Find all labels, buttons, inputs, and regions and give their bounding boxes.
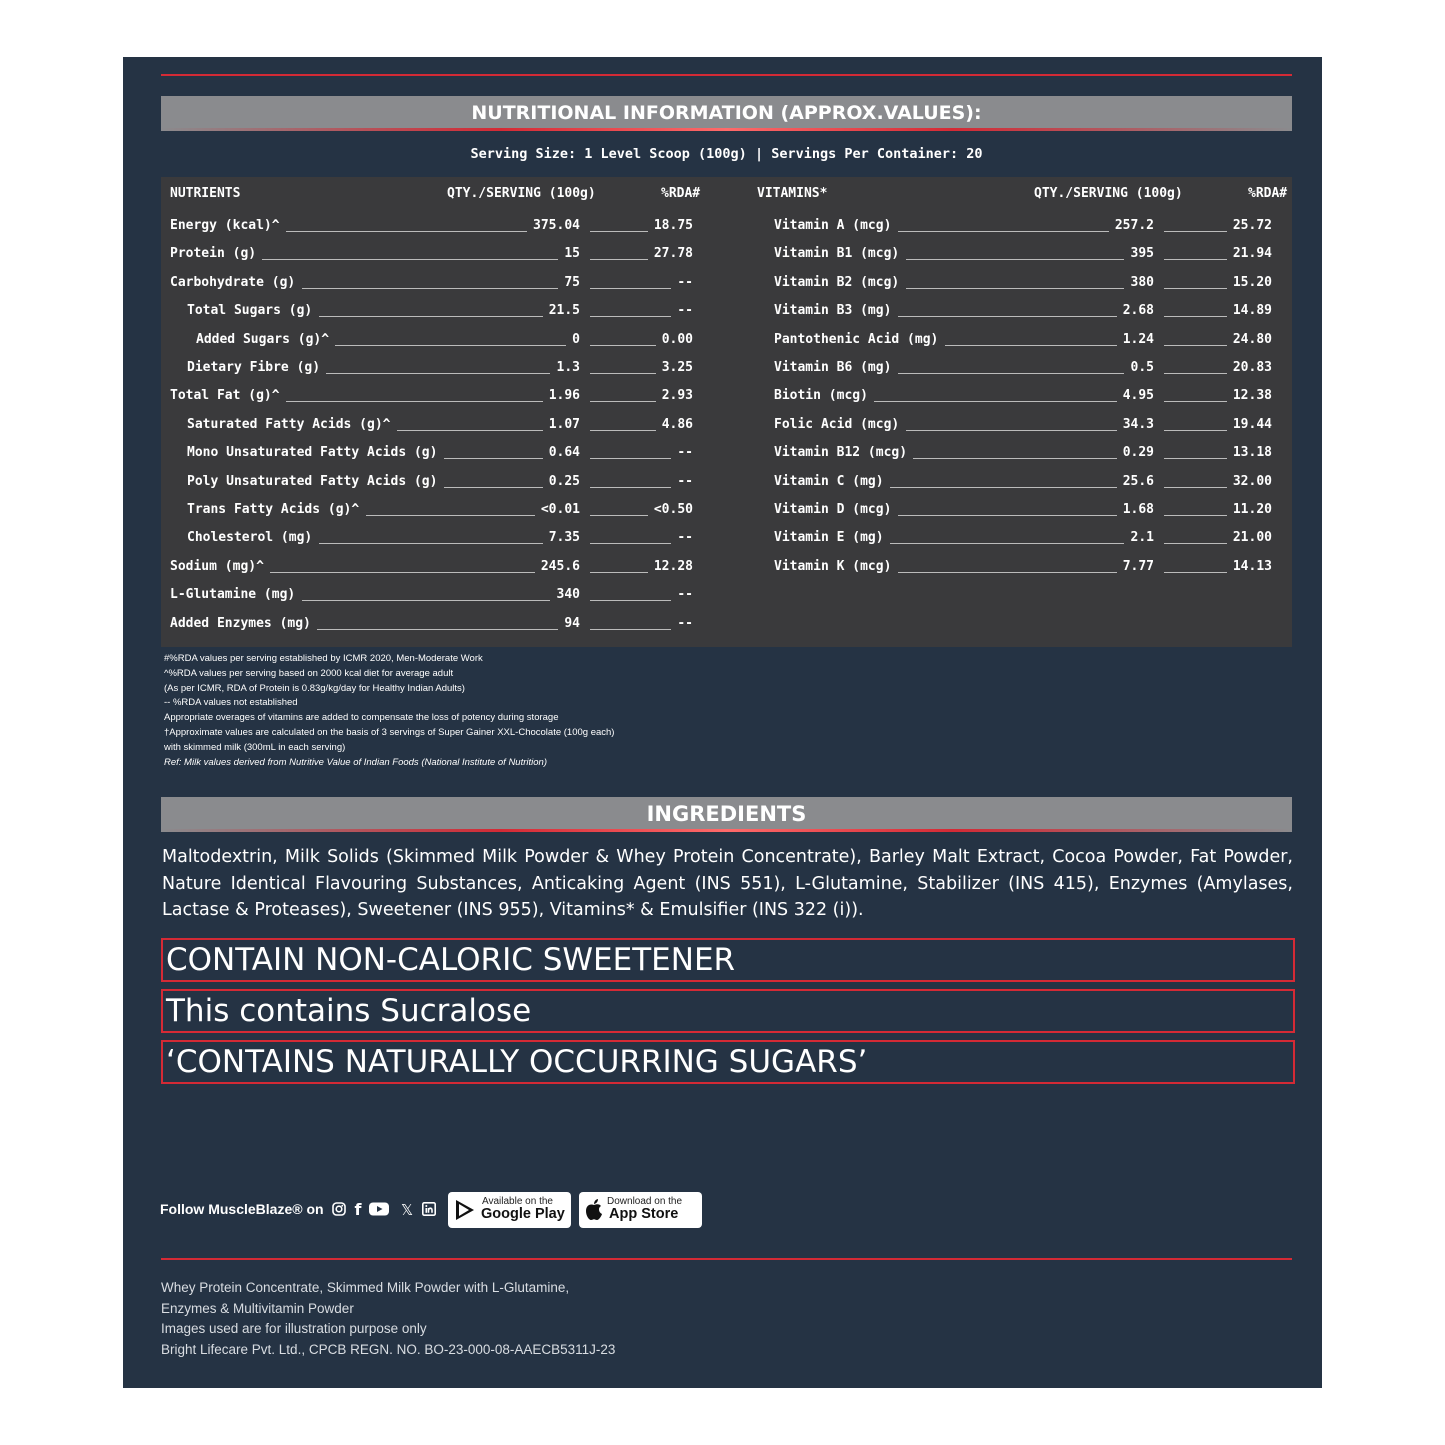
- nutrient-row-rda: --: [677, 274, 693, 290]
- footnote-reference: Ref: Milk values derived from Nutritive Value of Indian Foods (National Institute of Nutrition): [164, 756, 547, 768]
- vitamin-row-rda: 21.00: [1232, 530, 1272, 546]
- nutrient-row-qty: 0.64: [548, 445, 580, 461]
- footer: [161, 1278, 615, 1360]
- leader-line: [1164, 345, 1227, 346]
- nutrient-row-rda: 2.93: [661, 388, 693, 404]
- vitamin-row-qty: 4.95: [1122, 388, 1154, 404]
- apple-icon: [584, 1198, 604, 1222]
- footnote: -- %RDA values not established: [164, 697, 298, 709]
- warning-sucralose: This contains Sucralose: [161, 989, 1295, 1033]
- ingredients-title-bar: [161, 797, 1292, 832]
- google-play-small: Available on the: [482, 1196, 553, 1207]
- vitamin-row-qty: 0.29: [1122, 445, 1154, 461]
- instagram-icon[interactable]: [331, 1202, 347, 1218]
- nutrient-row-rda: 0.00: [661, 331, 693, 347]
- youtube-icon[interactable]: [368, 1202, 390, 1218]
- nutrient-row-name: Poly Unsaturated Fatty Acids (g): [187, 473, 438, 489]
- vitamin-row-rda: 21.94: [1232, 246, 1272, 262]
- leader-line: [590, 487, 671, 488]
- leader-line: [262, 259, 558, 260]
- x-icon[interactable]: 𝕏: [400, 1201, 414, 1219]
- nutrient-row-rda: --: [677, 615, 693, 631]
- footer-line: Images used are for illustration purpose only: [161, 1321, 427, 1336]
- vitamin-row-qty: 34.3: [1122, 416, 1154, 432]
- leader-line: [286, 401, 543, 402]
- vitamin-row-rda: 19.44: [1232, 416, 1272, 432]
- leader-line: [397, 430, 543, 431]
- nutrient-row-rda: <0.50: [653, 502, 693, 517]
- vitamin-row-name: Vitamin D (mcg): [774, 502, 892, 517]
- leader-line: [1164, 458, 1227, 459]
- leader-line: [1164, 487, 1227, 488]
- nutrient-row-qty: 340: [556, 587, 580, 603]
- leader-line: [1164, 430, 1227, 431]
- google-play-badge[interactable]: [448, 1192, 571, 1228]
- vitamin-row: [774, 415, 1279, 435]
- nutrient-row-rda: 4.86: [661, 416, 693, 432]
- nutrient-row: [187, 472, 700, 492]
- vitamin-row: [774, 528, 1279, 548]
- leader-line: [590, 288, 671, 289]
- nutrient-row: [170, 244, 700, 264]
- nutrient-row-qty: 21.5: [548, 303, 580, 319]
- top-red-line: [161, 74, 1292, 76]
- leader-line: [319, 543, 543, 544]
- leader-line: [366, 515, 535, 516]
- vitamin-row-name: Pantothenic Acid (mg): [774, 331, 939, 347]
- header-vitamin-rda: %RDA#: [1248, 186, 1288, 201]
- leader-line: [590, 401, 656, 402]
- nutrient-row-qty: <0.01: [540, 502, 580, 517]
- vitamin-row-rda: 32.00: [1232, 473, 1272, 489]
- follow-text: Follow MuscleBlaze® on: [160, 1201, 324, 1217]
- vitamin-row-name: Folic Acid (mcg): [774, 416, 900, 432]
- ingredients-title: INGREDIENTS: [646, 802, 807, 826]
- leader-line: [444, 487, 542, 488]
- vitamin-row-name: Vitamin A (mcg): [774, 218, 892, 233]
- nutrient-row-qty: 94: [564, 615, 580, 631]
- nutrient-row-rda: --: [677, 530, 693, 546]
- leader-line: [590, 430, 656, 431]
- nutrient-row-name: Trans Fatty Acids (g)^: [187, 502, 360, 517]
- nutrient-row-name: Total Fat (g)^: [170, 388, 280, 404]
- leader-line: [1164, 401, 1227, 402]
- vitamin-row: [774, 386, 1279, 406]
- vitamin-row-qty: 380: [1130, 274, 1154, 290]
- leader-line: [890, 543, 1125, 544]
- nutrient-row-qty: 0: [572, 331, 580, 347]
- nutrient-row-name: Energy (kcal)^: [170, 218, 280, 233]
- nutrient-row-qty: 375.04: [533, 218, 580, 233]
- vitamin-row-name: Vitamin B2 (mcg): [774, 274, 900, 290]
- nutrient-row-rda: 27.78: [653, 246, 693, 262]
- footer-line: Whey Protein Concentrate, Skimmed Milk Powder with L-Glutamine,: [161, 1280, 570, 1295]
- nutrient-row-rda: 18.75: [653, 218, 693, 233]
- vitamin-row-qty: 395: [1130, 246, 1154, 262]
- vitamin-row: [774, 301, 1279, 321]
- leader-line: [590, 316, 671, 317]
- footnote: (As per ICMR, RDA of Protein is 0.83g/kg/day for Healthy Indian Adults): [164, 682, 465, 694]
- vitamin-row: [774, 216, 1279, 236]
- nutrient-row-name: Saturated Fatty Acids (g)^: [187, 416, 391, 432]
- nutrient-row-name: Mono Unsaturated Fatty Acids (g): [187, 445, 438, 461]
- vitamin-row-name: Vitamin B3 (mg): [774, 303, 892, 319]
- bottom-red-line: [161, 1258, 1292, 1260]
- leader-line: [302, 288, 559, 289]
- vitamin-row-rda: 24.80: [1232, 331, 1272, 347]
- leader-line: [945, 345, 1117, 346]
- nutrient-row: [187, 301, 700, 321]
- nutrient-row-rda: 12.28: [653, 558, 693, 574]
- nutrient-row-qty: 1.96: [548, 388, 580, 404]
- vitamin-row-name: Vitamin E (mg): [774, 530, 884, 546]
- leader-line: [590, 458, 671, 459]
- nutrient-row: [187, 358, 700, 378]
- nutrition-table: [161, 177, 1292, 647]
- nutrient-row-name: Added Sugars (g)^: [196, 331, 330, 347]
- vitamin-row-rda: 20.83: [1232, 360, 1272, 375]
- vitamin-row-name: Vitamin K (mcg): [774, 558, 892, 574]
- vitamin-row-rda: 13.18: [1232, 445, 1272, 461]
- nutrient-row-qty: 0.25: [548, 473, 580, 489]
- vitamin-row-name: Vitamin B1 (mcg): [774, 246, 900, 262]
- header-vitamin-qty: QTY./SERVING (100g): [1034, 186, 1183, 201]
- nutrient-row-rda: --: [677, 445, 693, 461]
- nutrient-row-name: Cholesterol (mg): [187, 530, 313, 546]
- nutrient-row-qty: 75: [564, 274, 580, 290]
- vitamin-row: [774, 358, 1279, 378]
- nutrient-row-qty: 7.35: [548, 530, 580, 546]
- leader-line: [590, 345, 656, 346]
- vitamin-row: [774, 472, 1279, 492]
- leader-line: [590, 543, 671, 544]
- nutrient-row: [170, 273, 700, 293]
- vitamin-row: [774, 557, 1279, 577]
- nutrient-row-name: Dietary Fibre (g): [187, 360, 321, 375]
- nutrient-row-name: Carbohydrate (g): [170, 274, 296, 290]
- vitamin-row-rda: 14.13: [1232, 558, 1272, 574]
- vitamin-row-qty: 7.77: [1122, 558, 1154, 574]
- vitamin-row-qty: 25.6: [1122, 473, 1154, 489]
- vitamin-row-qty: 1.68: [1122, 502, 1154, 517]
- vitamin-row-rda: 12.38: [1232, 388, 1272, 404]
- vitamin-row: [774, 273, 1279, 293]
- vitamin-row-qty: 1.24: [1122, 331, 1154, 347]
- footer-line: Enzymes & Multivitamin Powder: [161, 1300, 354, 1316]
- leader-line: [913, 458, 1116, 459]
- app-store-badge[interactable]: [579, 1192, 702, 1228]
- linkedin-icon[interactable]: [421, 1202, 437, 1218]
- leader-line: [590, 600, 671, 601]
- nutrient-row: [170, 216, 700, 236]
- header-qty: QTY./SERVING (100g): [447, 186, 596, 201]
- app-store-label: App Store: [609, 1206, 679, 1222]
- vitamin-row-qty: 257.2: [1114, 218, 1154, 233]
- nutrient-row: [170, 585, 700, 605]
- leader-line: [590, 515, 648, 516]
- vitamin-row-name: Vitamin B6 (mg): [774, 360, 892, 375]
- vitamin-row-rda: 14.89: [1232, 303, 1272, 319]
- warning-sugars: ‘CONTAINS NATURALLY OCCURRING SUGARS’: [161, 1040, 1295, 1084]
- footnote: with skimmed milk (300mL in each serving): [164, 741, 346, 753]
- footnote: Appropriate overages of vitamins are added to compensate the loss of potency during storage: [164, 712, 559, 724]
- nutrient-row-name: Protein (g): [170, 246, 257, 262]
- leader-line: [898, 316, 1117, 317]
- header-nutrients: NUTRIENTS: [170, 186, 241, 201]
- header-vitamins: VITAMINS*: [757, 186, 828, 201]
- leader-line: [1164, 288, 1227, 289]
- nutrient-row: [170, 557, 700, 577]
- leader-line: [286, 231, 527, 232]
- leader-line: [898, 572, 1117, 573]
- nutrient-row: [170, 386, 700, 406]
- nutrient-row-qty: 1.07: [548, 416, 580, 432]
- leader-line: [319, 316, 543, 317]
- nutrient-row-name: Sodium (mg)^: [170, 558, 264, 574]
- vitamin-row-qty: 0.5: [1130, 360, 1154, 375]
- vitamin-row-name: Biotin (mcg): [774, 388, 868, 404]
- nutrient-row: [187, 500, 700, 520]
- leader-line: [1164, 572, 1227, 573]
- nutrient-row-rda: --: [677, 473, 693, 489]
- nutrient-row: [187, 415, 700, 435]
- leader-line: [1164, 543, 1227, 544]
- footnote: †Approximate values are calculated on the basis of 3 servings of Super Gainer XXL-Chocolate (100g each): [164, 726, 615, 738]
- leader-line: [317, 629, 558, 630]
- serving-info: Serving Size: 1 Level Scoop (100g) | Servings Per Container: 20: [470, 146, 983, 162]
- leader-line: [898, 231, 1109, 232]
- app-store-small: Download on the: [607, 1196, 683, 1207]
- vitamin-row-rda: 15.20: [1232, 274, 1272, 290]
- vitamin-row-name: Vitamin B12 (mcg): [774, 445, 908, 461]
- leader-line: [270, 572, 535, 573]
- leader-line: [1164, 515, 1227, 516]
- label-panel: [123, 57, 1322, 1388]
- nutrient-row-name: Total Sugars (g): [187, 303, 313, 319]
- leader-line: [1164, 231, 1227, 232]
- leader-line: [898, 373, 1125, 374]
- nutrition-title: NUTRITIONAL INFORMATION (APPROX.VALUES):: [471, 102, 982, 124]
- leader-line: [590, 373, 656, 374]
- nutrient-row: [196, 330, 700, 350]
- footnote: #%RDA values per serving established by ICMR 2020, Men-Moderate Work: [164, 653, 483, 664]
- vitamin-row: [774, 244, 1279, 264]
- vitamin-row: [774, 500, 1279, 520]
- warning-sweetener: CONTAIN NON-CALORIC SWEETENER: [161, 938, 1295, 982]
- leader-line: [444, 458, 542, 459]
- vitamin-row-qty: 2.68: [1122, 303, 1154, 319]
- leader-line: [898, 515, 1117, 516]
- leader-line: [302, 600, 551, 601]
- leader-line: [326, 373, 550, 374]
- nutrient-row-rda: 3.25: [661, 360, 693, 375]
- leader-line: [890, 487, 1117, 488]
- footnote: ^%RDA values per serving based on 2000 kcal diet for average adult: [164, 667, 454, 679]
- leader-line: [906, 288, 1125, 289]
- nutrient-row: [187, 528, 700, 548]
- leader-line: [1164, 259, 1227, 260]
- leader-line: [906, 259, 1125, 260]
- google-play-icon: [454, 1199, 476, 1221]
- leader-line: [590, 231, 648, 232]
- nutrient-row: [187, 443, 700, 463]
- vitamin-row: [774, 443, 1279, 463]
- footnotes: [164, 652, 764, 770]
- nutrient-row-qty: 1.3: [556, 360, 580, 375]
- ingredients-text: Maltodextrin, Milk Solids (Skimmed Milk Powder & Whey Protein Concentrate), Barley Malt Extract, Cocoa Powder, Fat Powder, Nature Identical Flavouring Substances, Anticaking Agent (INS 551), L-Glutamine, Stabilizer (INS 415), Enzymes (Amylases, Lactase & Proteases), Sweetener (INS 955), Vitamins* & Emulsifier (INS 322 (i)).: [162, 847, 1293, 920]
- facebook-icon[interactable]: f: [354, 1200, 362, 1219]
- nutrient-row-name: L-Glutamine (mg): [170, 587, 296, 603]
- leader-line: [335, 345, 566, 346]
- nutrition-title-bar: [161, 96, 1292, 131]
- leader-line: [906, 430, 1117, 431]
- nutrient-row-qty: 15: [564, 246, 580, 262]
- vitamin-row-qty: 2.1: [1130, 530, 1154, 546]
- nutrient-row-qty: 245.6: [540, 558, 580, 574]
- leader-line: [1164, 316, 1227, 317]
- header-rda: %RDA#: [661, 186, 701, 201]
- leader-line: [874, 401, 1116, 402]
- leader-line: [590, 572, 648, 573]
- vitamin-row-name: Vitamin C (mg): [774, 473, 884, 489]
- footer-line: Bright Lifecare Pvt. Ltd., CPCB REGN. NO. BO-23-000-08-AAECB5311J-23: [161, 1341, 616, 1357]
- leader-line: [1164, 373, 1227, 374]
- leader-line: [590, 629, 671, 630]
- vitamin-row: [774, 330, 1279, 350]
- vitamin-row-rda: 25.72: [1232, 218, 1272, 233]
- nutrient-row-rda: --: [677, 303, 693, 319]
- nutrient-row-name: Added Enzymes (mg): [170, 615, 311, 631]
- google-play-label: Google Play: [481, 1206, 565, 1222]
- vitamin-row-rda: 11.20: [1232, 502, 1272, 517]
- nutrient-row-rda: --: [677, 587, 693, 603]
- nutrient-row: [170, 614, 700, 634]
- leader-line: [590, 259, 648, 260]
